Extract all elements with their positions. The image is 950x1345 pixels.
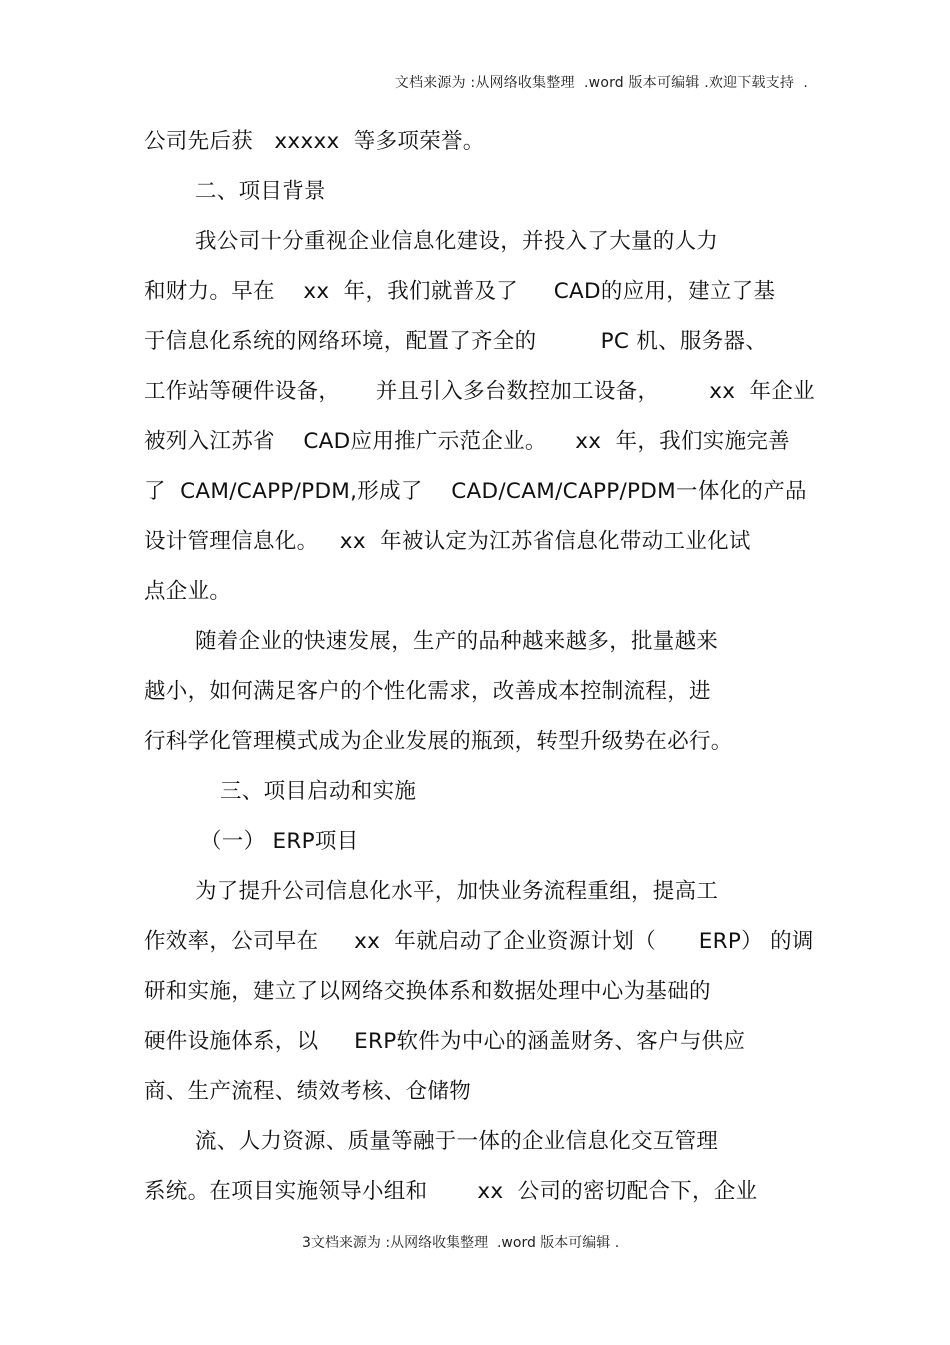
body-line: 工作站等硬件设备， 并且引入多台数控加工设备， xx 年企业 [144, 379, 815, 404]
body-line: 流、人力资源、质量等融于一体的企业信息化交互管理 [195, 1129, 719, 1154]
body-line: 硬件设施体系，以 ERP软件为中心的涵盖财务、客户与供应 [144, 1029, 746, 1054]
body-line: 公司先后获 xxxxx 等多项荣誉。 [144, 129, 485, 154]
body-line: 随着企业的快速发展，生产的品种越来越多，批量越来 [195, 629, 719, 654]
page-header: 文档来源为 :从网络收集整理 .word 版本可编辑 .欢迎下载支持 . [394, 75, 808, 91]
body-line: 行科学化管理模式成为企业发展的瓶颈，转型升级势在必行。 [144, 729, 733, 754]
body-line: 研和实施，建立了以网络交换体系和数据处理中心为基础的 [144, 979, 711, 1004]
body-line: 我公司十分重视企业信息化建设，并投入了大量的人力 [195, 229, 719, 254]
body-line: 和财力。早在 xx 年，我们就普及了 CAD的应用，建立了基 [144, 279, 776, 304]
body-line: 为了提升公司信息化水平，加快业务流程重组，提高工 [195, 879, 719, 904]
body-line: 作效率，公司早在 xx 年就启动了企业资源计划（ ERP） 的调 [144, 929, 814, 954]
body-line: 被列入江苏省 CAD应用推广示范企业。 xx 年，我们实施完善 [144, 429, 790, 454]
body-line: 商、生产流程、绩效考核、仓储物 [144, 1079, 472, 1104]
body-line: 越小，如何满足客户的个性化需求，改善成本控制流程，进 [144, 679, 711, 704]
section-heading: 二、项目背景 [195, 179, 326, 204]
body-line: 点企业。 [144, 579, 232, 604]
section-heading: 三、项目启动和实施 [220, 779, 417, 804]
body-line: 系统。在项目实施领导小组和 xx 公司的密切配合下，企业 [144, 1179, 758, 1204]
body-line: 设计管理信息化。 xx 年被认定为江苏省信息化带动工业化试 [144, 529, 751, 554]
body-line: 了 CAM/CAPP/PDM,形成了 CAD/CAM/CAPP/PDM一体化的产品 [144, 479, 807, 504]
page-footer: 3文档来源为 :从网络收集整理 .word 版本可编辑 . [302, 1235, 620, 1251]
subsection-heading: （一） ERP项目 [200, 829, 359, 854]
body-line: 于信息化系统的网络环境，配置了齐全的 PC 机、服务器、 [144, 329, 768, 354]
